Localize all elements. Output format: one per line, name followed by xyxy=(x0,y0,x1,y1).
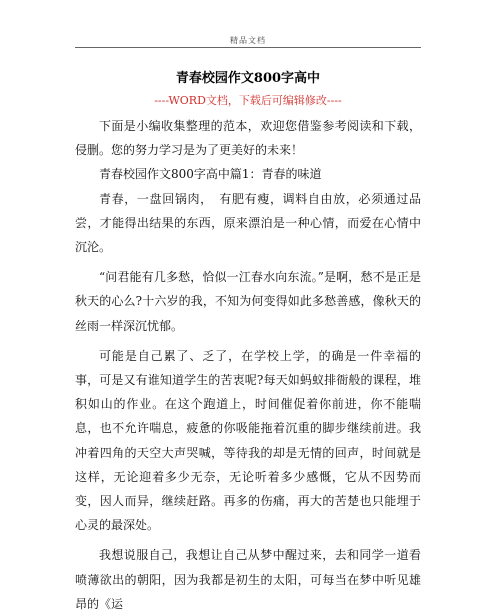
document-subtitle: ----WORD文档，下载后可编辑修改---- xyxy=(154,94,342,107)
page-header-label: 精品文档 xyxy=(230,36,266,45)
paragraph: 我想说服自己，我想让自己从梦中醒过来，去和同学一道看喷薄欲出的朝阳，因为我都是初生的太阳，可每当在梦中听见雄昂的《运 xyxy=(75,548,421,611)
header-divider xyxy=(75,47,421,48)
paragraph-section-heading: 青春校园作文800字高中篇1：青春的味道 xyxy=(99,167,322,182)
document-body xyxy=(75,114,421,616)
document-title: 青春校园作文800字高中 xyxy=(175,71,321,86)
paragraph: 可能是自己累了、乏了，在学校上学，的确是一件幸福的事，可是又有谁知道学生的苦衷呢?每天如蚂蚁排衙般的课程，堆积如山的作业。在这个跑道上，时间催促着你前进，你不能喘息，也不允许喘息，疲惫的你吸能拖着沉重的脚步继续前进。我冲着四角的天空大声哭喊，等待我的却是无情的回声，时间就是这样，无论迎着多少无奈，无论听着多少感慨，它从不因势而变，因人而异，继续赶路。再多的伤痛，再大的苦楚也只能埋于心灵的最深处。 xyxy=(75,348,421,533)
paragraph: 青春，一盘回锅肉， 有肥有瘦，调料自由放，必须通过品尝，才能得出结果的东西，原来漂泊是一种心情，而爱在心情中沉沦。 xyxy=(75,191,421,255)
paragraph: “问君能有几多愁，恰似一江春水向东流。”是啊，愁不是正是秋天的心么?十六岁的我，不知为何变得如此多愁善感，像秋天的丝雨一样深沉忧郁。 xyxy=(75,270,421,333)
paragraph-intro: 下面是小编收集整理的范本，欢迎您借鉴参考阅读和下载，侵删。您的努力学习是为了更美好的未来！ xyxy=(75,119,421,158)
